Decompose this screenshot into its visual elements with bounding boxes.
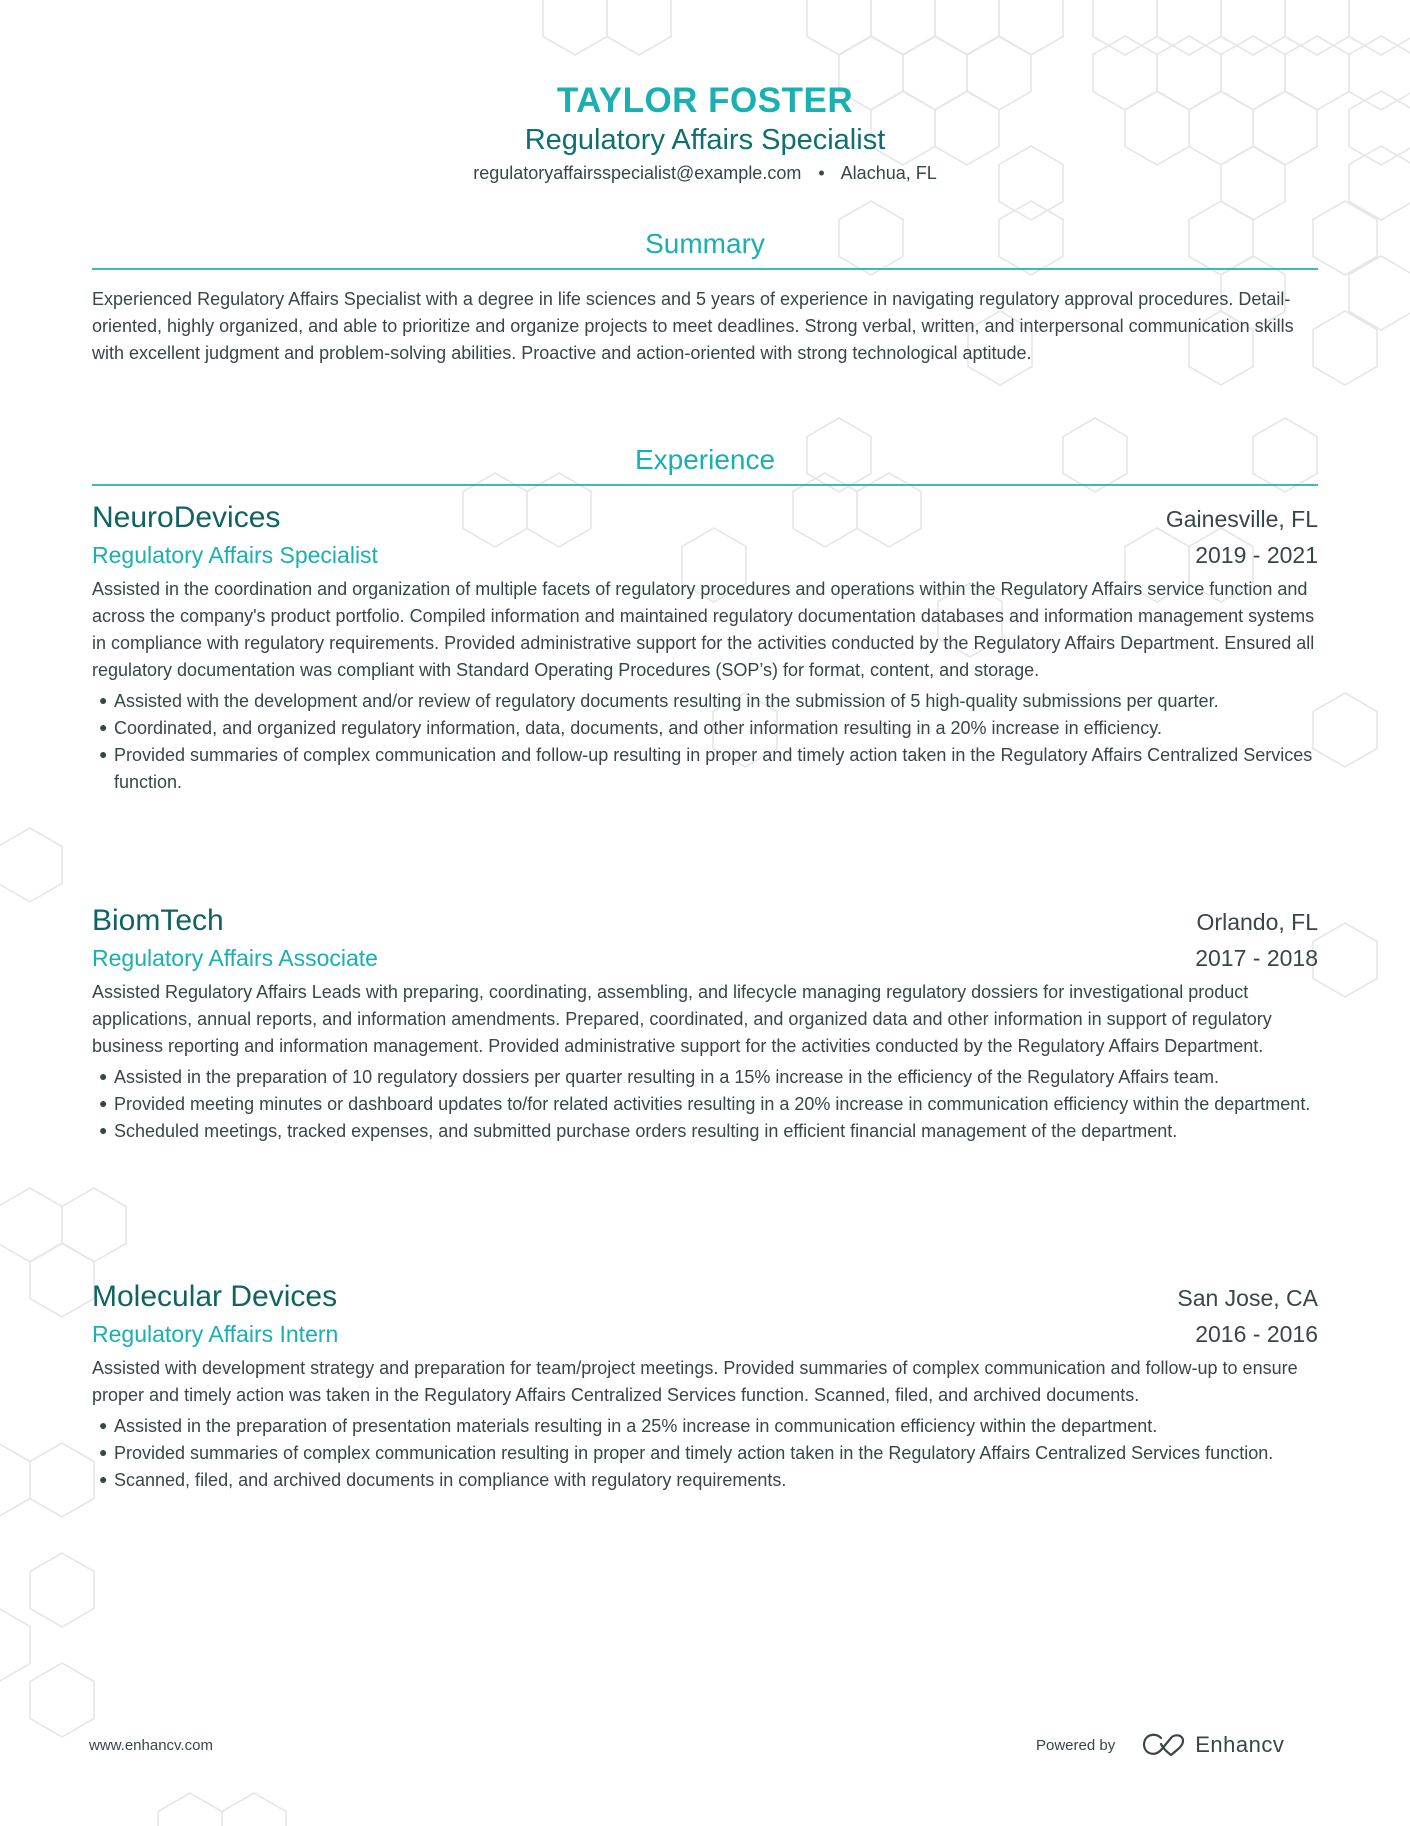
job-description: Assisted in the coordination and organization of multiple facets of regulatory procedures and operations within the Regulatory Affairs service function and across the company's product portfolio. Compiled information and maintained regulatory documentation databases and information management systems in compliance with regulatory requirements. Provided administrative support for the activities conducted by the Regulatory Affairs Department. Ensured all regulatory documentation was compliant with Standard Operating Procedures (SOP’s) for format, content, and storage. — [92, 579, 1315, 680]
bullet-icon: ● — [99, 1471, 108, 1487]
achievement-list — [92, 688, 1318, 796]
achievement-item — [92, 1440, 1318, 1467]
achievement-item — [92, 1413, 1318, 1440]
company-name: NeuroDevices — [92, 501, 281, 534]
summary-title: Summary — [645, 228, 765, 259]
achievement-text: Scanned, filed, and archived documents in compliance with regulatory requirements. — [114, 1470, 787, 1490]
bullet-icon: ● — [99, 1417, 108, 1433]
achievement-text: Assisted in the preparation of presentation materials resulting in a 25% increase in communication efficiency within the department. — [114, 1416, 1158, 1436]
job-dates: 2017 - 2018 — [1195, 945, 1318, 971]
experience-title: Experience — [634, 444, 776, 475]
bullet-separator: • — [818, 163, 825, 183]
achievement-text: Scheduled meetings, tracked expenses, and submitted purchase orders resulting in efficient financial management of the department. — [114, 1121, 1178, 1141]
achievement-item — [92, 1118, 1318, 1145]
company-name: BiomTech — [92, 904, 224, 937]
bullet-icon: ● — [99, 1122, 108, 1138]
job-dates: 2016 - 2016 — [1195, 1321, 1318, 1347]
achievement-text: Assisted in the preparation of 10 regulatory dossiers per quarter resulting in a 15% increase in the efficiency of the Regulatory Affairs team. — [114, 1067, 1219, 1087]
bullet-icon: ● — [99, 1095, 108, 1111]
section-divider — [92, 484, 1318, 486]
experience-entry — [92, 902, 1318, 1145]
candidate-name: TAYLOR FOSTER — [556, 81, 854, 120]
achievement-text: Provided summaries of complex communication and follow-up resulting in proper and timely action taken in the Regulatory Affairs Centralized Services function. — [114, 745, 1313, 792]
job-location: Orlando, FL — [1196, 909, 1318, 935]
job-dates: 2019 - 2021 — [1195, 542, 1318, 568]
achievement-text: Assisted with the development and/or review of regulatory documents resulting in the submission of 5 high-quality submissions per quarter. — [114, 691, 1219, 711]
job-description: Assisted with development strategy and preparation for team/project meetings. Provided summaries of complex communication and follow-up to ensure proper and timely action was taken in the Regulatory Affairs Centralized Services function. Scanned, filed, and archived documents. — [92, 1358, 1298, 1405]
enhancv-brand-name: Enhancv — [1195, 1732, 1285, 1757]
bullet-icon: ● — [99, 719, 108, 735]
achievement-item — [92, 715, 1318, 742]
achievement-text: Coordinated, and organized regulatory information, data, documents, and other information resulting in a 20% increase in efficiency. — [114, 718, 1162, 738]
job-description: Assisted Regulatory Affairs Leads with preparing, coordinating, assembling, and lifecycle managing regulatory dossiers for investigational product applications, annual reports, and information amendments. Prepared, coordinated, and organized data and other information in support of regulatory business reporting and information management. Provided administrative support for the activities conducted by the Regulatory Affairs Department. — [92, 982, 1272, 1056]
summary-section-header — [92, 226, 1318, 270]
location-text: Alachua, FL — [840, 163, 937, 183]
experience-entry — [92, 499, 1318, 796]
powered-by-label: Powered by — [1036, 1736, 1116, 1754]
job-title: Regulatory Affairs Associate — [92, 945, 378, 971]
email-link[interactable]: regulatoryaffairsspecialist@example.com — [473, 163, 802, 183]
footer-branding[interactable] — [1036, 1732, 1284, 1758]
achievement-text: Provided meeting minutes or dashboard updates to/for related activities resulting in a 20% increase in communication efficiency within the department. — [114, 1094, 1311, 1114]
experience-entry — [92, 1278, 1318, 1494]
footer-website-link[interactable]: www.enhancv.com — [89, 1737, 213, 1754]
company-name: Molecular Devices — [92, 1280, 338, 1313]
achievement-list — [92, 1064, 1318, 1145]
job-location: San Jose, CA — [1177, 1285, 1318, 1311]
bullet-icon: ● — [99, 1068, 108, 1084]
resume-header — [92, 80, 1318, 186]
summary-text: Experienced Regulatory Affairs Specialist with a degree in life sciences and 5 years of experience in navigating regulatory approval procedures. Detail-oriented, highly organized, and able to prioritize and organize projects to meet deadlines. Strong verbal, written, and interpersonal communication skills with excellent judgment and problem-solving abilities. Proactive and action-oriented with strong technological aptitude. — [92, 289, 1294, 363]
achievement-list — [92, 1413, 1318, 1494]
experience-section-header — [92, 442, 1318, 486]
job-title: Regulatory Affairs Intern — [92, 1321, 339, 1347]
job-title: Regulatory Affairs Specialist — [92, 542, 378, 568]
achievement-item — [92, 1091, 1318, 1118]
bullet-icon: ● — [99, 746, 108, 762]
candidate-role: Regulatory Affairs Specialist — [524, 124, 886, 156]
section-divider — [92, 268, 1318, 270]
enhancv-logo-icon — [1141, 1732, 1187, 1758]
achievement-text: Provided summaries of complex communication resulting in proper and timely action taken in the Regulatory Affairs Centralized Services function. — [114, 1443, 1274, 1463]
contact-line — [92, 160, 1318, 186]
bullet-icon: ● — [99, 692, 108, 708]
achievement-item — [92, 688, 1318, 715]
achievement-item — [92, 742, 1318, 796]
achievement-item — [92, 1467, 1318, 1494]
bullet-icon: ● — [99, 1444, 108, 1460]
job-location: Gainesville, FL — [1165, 506, 1318, 532]
achievement-item — [92, 1064, 1318, 1091]
